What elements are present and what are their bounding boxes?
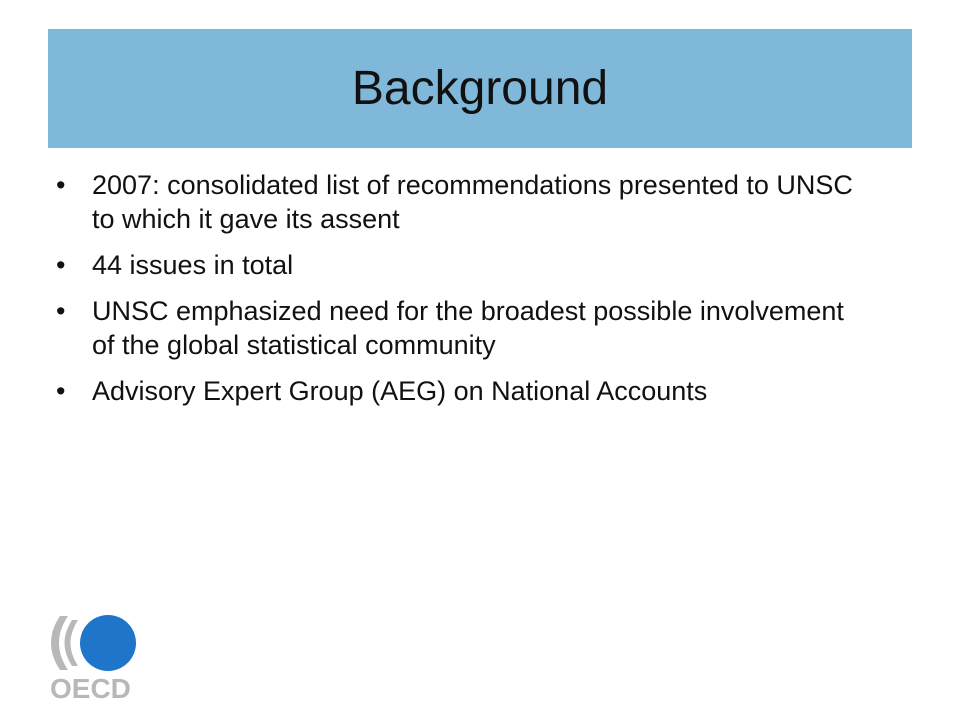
- bullet-mark: •: [56, 170, 66, 200]
- title-bar: [48, 29, 912, 148]
- bullet-mark: •: [56, 250, 66, 280]
- oecd-logo-icon: [46, 606, 142, 702]
- bullet-text: 44 issues in total: [92, 250, 294, 280]
- bullet-mark: •: [56, 376, 66, 406]
- bullet-item: [56, 374, 856, 408]
- bullet-item: [56, 248, 856, 282]
- bullet-item: [56, 168, 856, 236]
- bullet-mark: •: [56, 296, 66, 326]
- bullet-text: UNSC emphasized need for the broadest possible involvement of the global statistical community: [92, 296, 844, 360]
- logo-mark-middle: [65, 620, 79, 666]
- logo-circle: [80, 615, 136, 671]
- bullet-item: [56, 294, 856, 362]
- bullet-list: [56, 168, 856, 420]
- bullet-text: 2007: consolidated list of recommendations presented to UNSC to which it gave its assent: [92, 170, 853, 234]
- bullet-text: Advisory Expert Group (AEG) on National Accounts: [92, 376, 708, 406]
- oecd-logo-graphic: [46, 606, 142, 702]
- logo-text: OECD: [50, 673, 131, 702]
- slide-title: Background: [351, 62, 609, 115]
